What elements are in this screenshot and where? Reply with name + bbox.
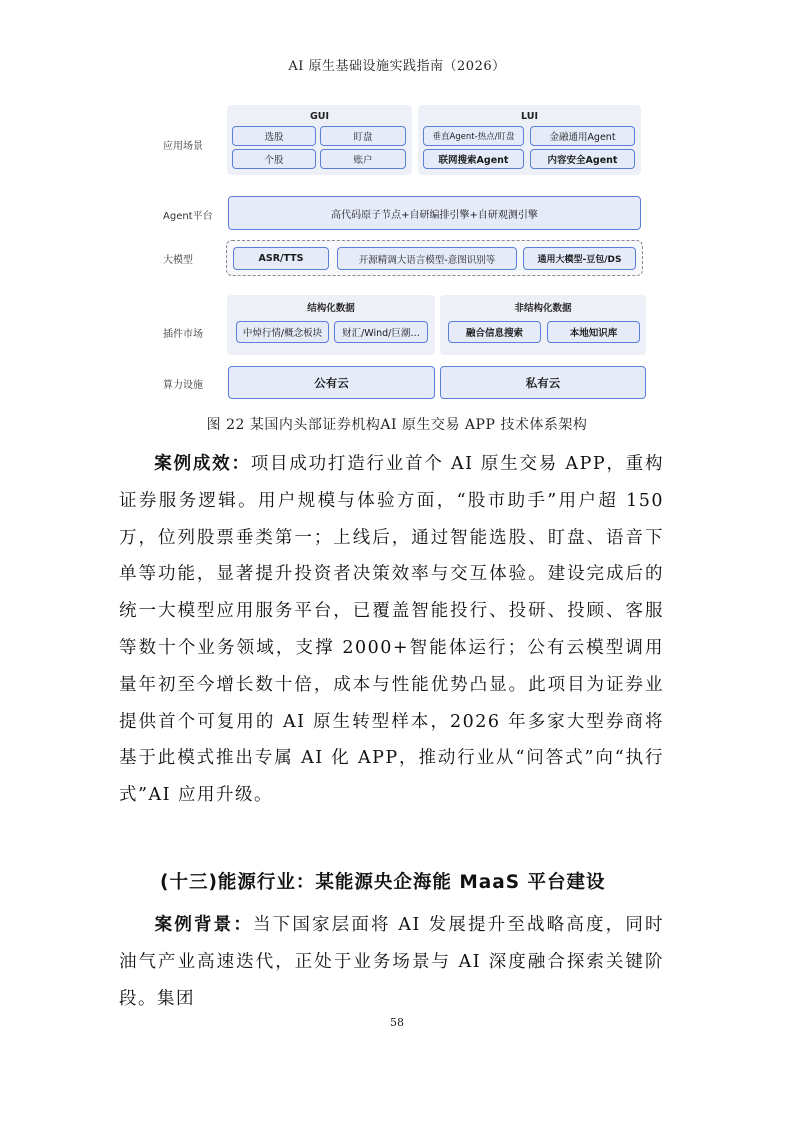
unstructured-item-knowledge: 本地知识库 [547, 321, 640, 343]
structured-item-wind: 财汇/Wind/巨潮… [334, 321, 428, 343]
gui-item-account: 账户 [320, 149, 406, 169]
results-text: 项目成功打造行业首个 AI 原生交易 APP，重构证券服务逻辑。用户规模与体验方面，“股市助手”用户超 150 万，位列股票垂类第一；上线后，通过智能选股、盯盘、语音下单等功能，显著提升投资者决策效率与交互体验。建设完成后的统一大模型应用服务平台，已覆盖智能投行、投研、投顾、客服等数十个业务领域，支撑 2000+智能体运行；公有云模型调用量年初至今增长数十倍，成本与性能优势凸显。此项目为证券业提供首个可复用的 AI 原生转型样本，2026 年多家大型券商将基于此模式推出专属 AI 化 APP，推动行业从“问答式”向“执行式”AI 应用升级。 [119, 454, 664, 806]
unstructured-data-title: 非结构化数据 [514, 303, 572, 314]
results-paragraph [119, 446, 664, 814]
row-label-model: 大模型 [163, 255, 193, 266]
structured-item-quotes: 中焯行情/概念板块 [236, 321, 329, 343]
model-asr-tts: ASR/TTS [233, 247, 329, 270]
row-label-plugin: 插件市场 [163, 329, 203, 340]
unstructured-item-search: 融合信息搜索 [448, 321, 541, 343]
section-heading: (十三)能源行业：某能源央企海能 MaaS 平台建设 [160, 872, 606, 893]
gui-item-select-stock: 选股 [232, 126, 316, 146]
agent-platform-box: 高代码原子节点+自研编排引擎+自研观测引擎 [228, 196, 641, 230]
model-general-llm: 通用大模型-豆包/DS [523, 247, 636, 270]
gui-item-stock: 个股 [232, 149, 316, 169]
background-paragraph [119, 907, 664, 1017]
structured-data-title: 结构化数据 [307, 303, 355, 314]
running-header: AI 原生基础设施实践指南（2026） [288, 59, 506, 74]
gui-title: GUI [309, 111, 330, 122]
lui-item-safety-agent: 内容安全Agent [530, 149, 635, 169]
model-open-source-llm: 开源精调大语言模型-意图识别等 [337, 247, 517, 270]
lui-title: LUI [521, 111, 538, 122]
background-lead: 案例背景： [154, 915, 253, 935]
row-label-agent: Agent平台 [163, 211, 213, 222]
lui-item-vertical-agent: 垂直Agent-热点/盯盘 [423, 126, 524, 146]
lui-panel [418, 105, 641, 175]
gui-item-watch: 盯盘 [320, 126, 406, 146]
results-lead: 案例成效： [154, 454, 251, 474]
compute-public-cloud: 公有云 [228, 366, 435, 399]
compute-private-cloud: 私有云 [440, 366, 646, 399]
lui-item-search-agent: 联网搜索Agent [423, 149, 524, 169]
figure-caption: 图 22 某国内头部证券机构AI 原生交易 APP 技术体系架构 [206, 417, 588, 433]
page-number: 58 [390, 1016, 404, 1029]
gui-panel [227, 105, 412, 175]
row-label-compute: 算力设施 [163, 380, 203, 391]
unstructured-data-panel [440, 295, 646, 355]
background-text: 当下国家层面将 AI 发展提升至战略高度，同时油气产业高速迭代，正处于业务场景与 AI 深度融合探索关键阶段。集团 [119, 915, 664, 1009]
lui-item-finance-agent: 金融通用Agent [530, 126, 635, 146]
architecture-diagram [0, 0, 794, 410]
row-label-app: 应用场景 [163, 141, 203, 152]
structured-data-panel [227, 295, 435, 355]
